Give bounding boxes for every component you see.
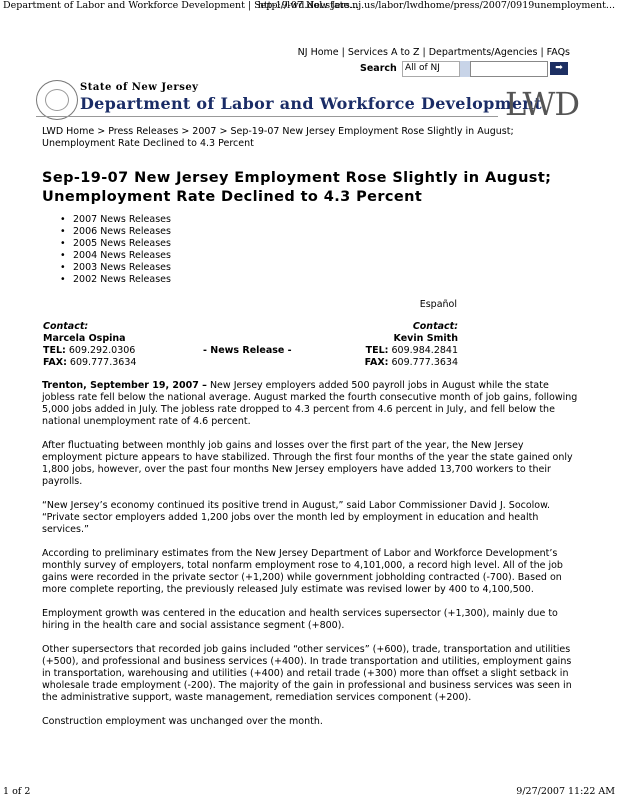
search-label: Search [360, 63, 397, 74]
print-page-title: Department of Labor and Workforce Development | Sep-19-07 New Jers... [3, 0, 359, 11]
article-body [42, 380, 578, 740]
contact-heading: Contact: [412, 321, 458, 332]
contact-left [43, 321, 136, 369]
release-link-2004[interactable]: • 2004 News Releases [60, 250, 171, 262]
paragraph: “New Jersey’s economy continued its positive trend in August,” said Labor Commissioner David J. Socolow. “Private sector employers added 1,200 jobs over the month led by employment in education and health services.” [42, 500, 551, 535]
paragraph: Other supersectors that recorded job gains included “other services” (+600), trade, transportation and utilities (+500), and professional and business services (+400). In trade transportation and utilities, employment gains in transportation, warehousing and utilities (+400) and retail trade (+300) more than offset a slight setback in wholesale trade employment (-200). The majority of the gain in professional and business services was seen in the administrative support, waste management, remediation services component (+200). [42, 644, 572, 703]
nav-faqs[interactable]: FAQs [546, 47, 570, 58]
paragraph: Construction employment was unchanged over the month. [42, 716, 323, 727]
nav-departments-agencies[interactable]: Departments/Agencies [428, 47, 538, 58]
fax-label: FAX: [43, 357, 67, 368]
print-timestamp: 9/27/2007 11:22 AM [516, 786, 615, 797]
paragraph-lead [42, 380, 578, 428]
espanol-link[interactable]: Español [419, 299, 457, 310]
news-releases-list [60, 214, 171, 286]
arrow-right-icon[interactable]: ➡ [550, 62, 568, 75]
search-scope-select[interactable]: All of NJ [402, 61, 460, 77]
release-link-2005[interactable]: • 2005 News Releases [60, 238, 171, 250]
contact-name: Marcela Ospina [43, 333, 126, 344]
lwd-logo[interactable]: LWD [505, 85, 580, 123]
contact-name: Kevin Smith [393, 333, 458, 344]
contact-fax: 609.777.3634 [391, 357, 458, 368]
page-number: 1 of 2 [3, 786, 31, 797]
tel-label: TEL: [365, 345, 389, 356]
top-navigation [298, 47, 570, 58]
paragraph: According to preliminary estimates from the New Jersey Department of Labor and Workforce Development’s monthly survey of employers, total nonfarm employment rose to 4,101,000, a record high level. All of the job gains were recorded in the private sector (+1,200) while government jobholding contracted (-700). Based on more complete reporting, the previously released July estimate was revised lower by 400 to 4,100,500. [42, 548, 563, 595]
search-input[interactable] [470, 61, 548, 77]
contact-heading: Contact: [43, 321, 89, 332]
print-footer [3, 786, 615, 798]
dateline: Trenton, September 19, 2007 – [42, 380, 207, 391]
nav-separator: | [422, 47, 426, 58]
paragraph: After fluctuating between monthly job gains and losses over the first part of the year, the New Jersey employment picture appears to have stabilized. Through the first four months of the year the state gained only 1,800 jobs, however, over the past four months New Jersey employers have added 13,700 workers to their payrolls. [42, 440, 573, 487]
contact-fax: 609.777.3634 [69, 357, 137, 368]
state-seal-icon [36, 80, 78, 120]
nav-services-a-to-z[interactable]: Services A to Z [347, 47, 420, 58]
scope-dropdown-arrow[interactable] [460, 61, 470, 77]
nav-nj-home[interactable]: NJ Home [297, 47, 339, 58]
release-link-2003[interactable]: • 2003 News Releases [60, 262, 171, 274]
department-name: Department of Labor and Workforce Development [80, 94, 542, 113]
print-page-url: http://lwd.dol.state.nj.us/labor/lwdhome/press/2007/0919unemployment... [257, 0, 615, 11]
paragraph: Employment growth was centered in the education and health services supersector (+1,300), mainly due to hiring in the health care and social assistance segment (+800). [42, 608, 558, 631]
contact-tel: 609.292.0306 [68, 345, 136, 356]
state-name: State of New Jersey [80, 82, 199, 93]
nav-separator: | [540, 47, 544, 58]
page-title: Sep-19-07 New Jersey Employment Rose Slightly in August; Unemployment Rate Declined to 4.3 Percent [42, 170, 552, 205]
lead-text: New Jersey employers added 500 payroll jobs in August while the state jobless rate fell below the national average. August marked the fourth consecutive month of job gains, following 5,000 jobs added in July. The jobless rate dropped to 4.3 percent from 4.6 percent in July, and fell below the national unemployment rate of 4.6 percent. [42, 380, 578, 427]
print-header [3, 0, 615, 14]
tel-label: TEL: [43, 345, 66, 356]
breadcrumb[interactable]: LWD Home > Press Releases > 2007 > Sep-19-07 New Jersey Employment Rose Slightly in August; Unemployment Rate Declined to 4.3 Percent [42, 126, 514, 149]
release-link-2007[interactable]: • 2007 News Releases [60, 214, 171, 226]
contact-tel: 609.984.2841 [391, 345, 458, 356]
release-link-2006[interactable]: • 2006 News Releases [60, 226, 171, 238]
contact-right [365, 321, 458, 369]
release-link-2002[interactable]: • 2002 News Releases [60, 274, 171, 286]
header-divider [36, 116, 498, 117]
news-release-label: - News Release - [203, 345, 292, 356]
fax-label: FAX: [364, 357, 389, 368]
nav-separator: | [341, 47, 345, 58]
